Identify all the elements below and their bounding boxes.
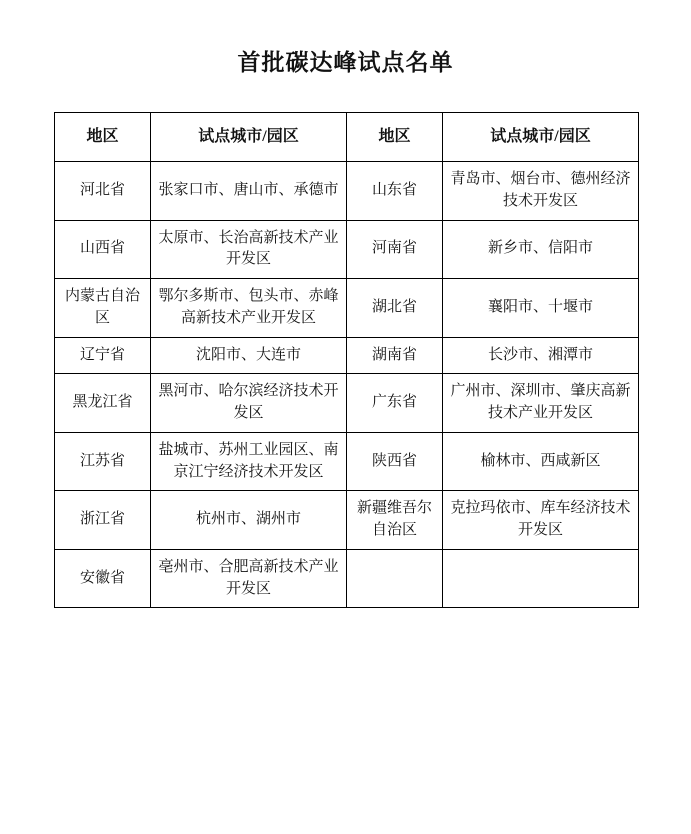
cell-cities-left: 亳州市、合肥高新技术产业开发区 [151, 549, 347, 608]
table-row [55, 491, 639, 550]
cell-region-right: 山东省 [347, 162, 443, 221]
cell-cities-right: 青岛市、烟台市、德州经济技术开发区 [443, 162, 639, 221]
cell-cities-right: 榆林市、西咸新区 [443, 432, 639, 491]
cell-cities-left: 鄂尔多斯市、包头市、赤峰高新技术产业开发区 [151, 279, 347, 338]
table-header-row [55, 113, 639, 162]
document-page [0, 44, 691, 834]
cell-region-left: 浙江省 [55, 491, 151, 550]
cell-region-left: 山西省 [55, 220, 151, 279]
pilot-list-table [54, 112, 639, 608]
table-row [55, 549, 639, 608]
cell-region-right-empty [347, 549, 443, 608]
table-container [54, 112, 637, 608]
cell-region-left: 黑龙江省 [55, 374, 151, 433]
cell-cities-left: 盐城市、苏州工业园区、南京江宁经济技术开发区 [151, 432, 347, 491]
table-row [55, 374, 639, 433]
cell-region-left: 江苏省 [55, 432, 151, 491]
cell-cities-right: 新乡市、信阳市 [443, 220, 639, 279]
column-header-cities-left: 试点城市/园区 [151, 113, 347, 162]
table-header [55, 113, 639, 162]
cell-region-left: 辽宁省 [55, 337, 151, 374]
cell-region-left: 河北省 [55, 162, 151, 221]
table-row [55, 279, 639, 338]
column-header-region-right: 地区 [347, 113, 443, 162]
cell-cities-left: 张家口市、唐山市、承德市 [151, 162, 347, 221]
cell-region-left: 安徽省 [55, 549, 151, 608]
cell-cities-right-empty [443, 549, 639, 608]
cell-cities-left: 杭州市、湖州市 [151, 491, 347, 550]
cell-region-left: 内蒙古自治区 [55, 279, 151, 338]
cell-region-right: 广东省 [347, 374, 443, 433]
page-title: 首批碳达峰试点名单 [237, 50, 454, 75]
cell-cities-left: 黑河市、哈尔滨经济技术开发区 [151, 374, 347, 433]
cell-region-right: 湖南省 [347, 337, 443, 374]
cell-region-right: 河南省 [347, 220, 443, 279]
table-body [55, 162, 639, 608]
column-header-region-left: 地区 [55, 113, 151, 162]
cell-cities-left: 太原市、长治高新技术产业开发区 [151, 220, 347, 279]
table-row [55, 220, 639, 279]
cell-region-right: 陕西省 [347, 432, 443, 491]
table-row [55, 162, 639, 221]
table-row [55, 337, 639, 374]
cell-cities-right: 广州市、深圳市、肇庆高新技术产业开发区 [443, 374, 639, 433]
cell-cities-right: 长沙市、湘潭市 [443, 337, 639, 374]
cell-region-right: 新疆维吾尔自治区 [347, 491, 443, 550]
column-header-cities-right: 试点城市/园区 [443, 113, 639, 162]
cell-cities-right: 克拉玛依市、库车经济技术开发区 [443, 491, 639, 550]
table-row [55, 432, 639, 491]
cell-region-right: 湖北省 [347, 279, 443, 338]
cell-cities-left: 沈阳市、大连市 [151, 337, 347, 374]
cell-cities-right: 襄阳市、十堰市 [443, 279, 639, 338]
